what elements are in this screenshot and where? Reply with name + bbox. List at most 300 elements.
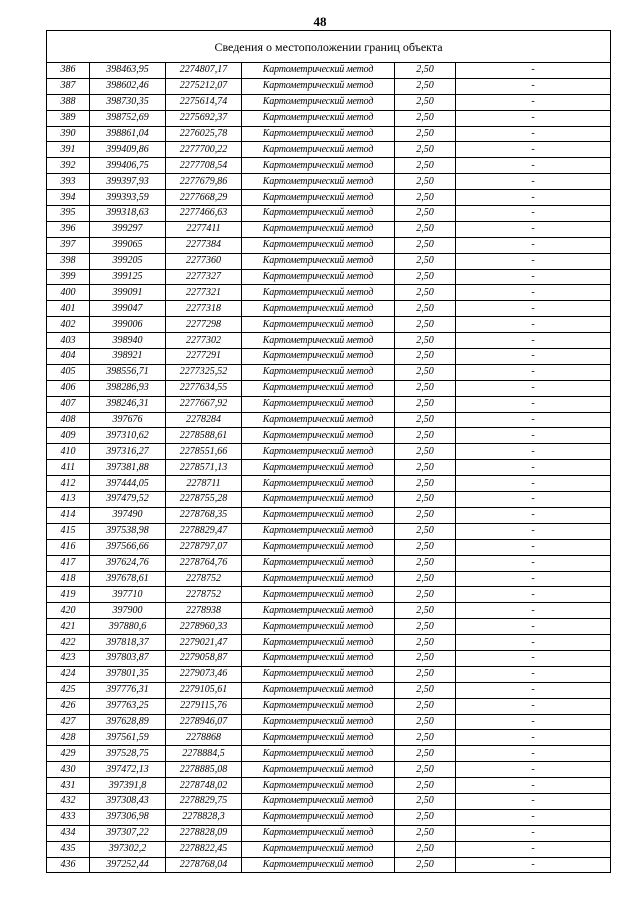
accuracy-cell: 2,50 [395,142,456,158]
point-number-cell: 409 [47,428,90,444]
point-number-cell: 417 [47,555,90,571]
table-row [47,190,611,206]
point-number-cell: 401 [47,301,90,317]
x-coordinate-cell: 397710 [90,587,166,603]
point-number-cell: 402 [47,317,90,333]
method-cell: Картометрический метод [242,571,395,587]
table-row [47,460,611,476]
method-cell: Картометрический метод [242,587,395,603]
description-cell: - [456,428,611,444]
x-coordinate-cell: 397678,61 [90,571,166,587]
method-cell: Картометрический метод [242,317,395,333]
description-cell: - [456,635,611,651]
accuracy-cell: 2,50 [395,94,456,110]
x-coordinate-cell: 398602,46 [90,78,166,94]
method-cell: Картометрический метод [242,492,395,508]
accuracy-cell: 2,50 [395,396,456,412]
table-row [47,555,611,571]
table-row [47,841,611,857]
y-coordinate-cell: 2277700,22 [166,142,242,158]
description-cell: - [456,555,611,571]
description-cell: - [456,78,611,94]
x-coordinate-cell: 398921 [90,349,166,365]
table-row [47,476,611,492]
x-coordinate-cell: 397803,87 [90,650,166,666]
table-row [47,714,611,730]
x-coordinate-cell: 397472,13 [90,762,166,778]
table-row [47,333,611,349]
description-cell: - [456,364,611,380]
y-coordinate-cell: 2278755,28 [166,492,242,508]
method-cell: Картометрический метод [242,364,395,380]
y-coordinate-cell: 2275692,37 [166,110,242,126]
y-coordinate-cell: 2275614,74 [166,94,242,110]
method-cell: Картометрический метод [242,63,395,79]
table-row [47,158,611,174]
x-coordinate-cell: 397818,37 [90,635,166,651]
x-coordinate-cell: 397308,43 [90,793,166,809]
point-number-cell: 423 [47,650,90,666]
accuracy-cell: 2,50 [395,666,456,682]
point-number-cell: 405 [47,364,90,380]
table-row [47,380,611,396]
accuracy-cell: 2,50 [395,428,456,444]
accuracy-cell: 2,50 [395,301,456,317]
method-cell: Картометрический метод [242,94,395,110]
y-coordinate-cell: 2277298 [166,317,242,333]
table-row [47,317,611,333]
accuracy-cell: 2,50 [395,63,456,79]
point-number-cell: 399 [47,269,90,285]
description-cell: - [456,857,611,873]
method-cell: Картометрический метод [242,333,395,349]
description-cell: - [456,650,611,666]
point-number-cell: 428 [47,730,90,746]
table-row [47,285,611,301]
accuracy-cell: 2,50 [395,126,456,142]
x-coordinate-cell: 397566,66 [90,539,166,555]
description-cell: - [456,142,611,158]
point-number-cell: 406 [47,380,90,396]
point-number-cell: 419 [47,587,90,603]
x-coordinate-cell: 397490 [90,507,166,523]
point-number-cell: 433 [47,809,90,825]
point-number-cell: 418 [47,571,90,587]
point-number-cell: 431 [47,778,90,794]
description-cell: - [456,396,611,412]
x-coordinate-cell: 397880,6 [90,619,166,635]
point-number-cell: 413 [47,492,90,508]
method-cell: Картометрический метод [242,221,395,237]
x-coordinate-cell: 397763,25 [90,698,166,714]
description-cell: - [456,666,611,682]
y-coordinate-cell: 2278829,47 [166,523,242,539]
method-cell: Картометрический метод [242,603,395,619]
x-coordinate-cell: 398556,71 [90,364,166,380]
y-coordinate-cell: 2278938 [166,603,242,619]
table-row [47,825,611,841]
x-coordinate-cell: 399318,63 [90,206,166,222]
accuracy-cell: 2,50 [395,253,456,269]
x-coordinate-cell: 397316,27 [90,444,166,460]
method-cell: Картометрический метод [242,460,395,476]
y-coordinate-cell: 2275212,07 [166,78,242,94]
y-coordinate-cell: 2279058,87 [166,650,242,666]
x-coordinate-cell: 399065 [90,237,166,253]
description-cell: - [456,444,611,460]
y-coordinate-cell: 2277679,86 [166,174,242,190]
x-coordinate-cell: 397444,05 [90,476,166,492]
accuracy-cell: 2,50 [395,650,456,666]
description-cell: - [456,174,611,190]
method-cell: Картометрический метод [242,428,395,444]
table-row [47,492,611,508]
x-coordinate-cell: 397676 [90,412,166,428]
y-coordinate-cell: 2278752 [166,587,242,603]
method-cell: Картометрический метод [242,349,395,365]
description-cell: - [456,317,611,333]
table-row [47,142,611,158]
method-cell: Картометрический метод [242,539,395,555]
x-coordinate-cell: 398246,31 [90,396,166,412]
table-title-row [47,31,611,63]
description-cell: - [456,190,611,206]
page-number: 48 [313,14,327,29]
y-coordinate-cell: 2278284 [166,412,242,428]
y-coordinate-cell: 2278828,09 [166,825,242,841]
y-coordinate-cell: 2278822,45 [166,841,242,857]
y-coordinate-cell: 2274807,17 [166,63,242,79]
x-coordinate-cell: 397381,88 [90,460,166,476]
table-row [47,237,611,253]
accuracy-cell: 2,50 [395,221,456,237]
x-coordinate-cell: 398940 [90,333,166,349]
accuracy-cell: 2,50 [395,460,456,476]
x-coordinate-cell: 397624,76 [90,555,166,571]
method-cell: Картометрический метод [242,841,395,857]
y-coordinate-cell: 2277321 [166,285,242,301]
accuracy-cell: 2,50 [395,635,456,651]
table-row [47,619,611,635]
point-number-cell: 424 [47,666,90,682]
x-coordinate-cell: 399393,59 [90,190,166,206]
point-number-cell: 421 [47,619,90,635]
method-cell: Картометрический метод [242,619,395,635]
y-coordinate-cell: 2276025,78 [166,126,242,142]
x-coordinate-cell: 397900 [90,603,166,619]
accuracy-cell: 2,50 [395,364,456,380]
y-coordinate-cell: 2277291 [166,349,242,365]
accuracy-cell: 2,50 [395,158,456,174]
method-cell: Картометрический метод [242,714,395,730]
table-row [47,523,611,539]
table-row [47,444,611,460]
x-coordinate-cell: 399047 [90,301,166,317]
table-row [47,857,611,873]
table-row [47,682,611,698]
table-row [47,793,611,809]
x-coordinate-cell: 397302,2 [90,841,166,857]
method-cell: Картометрический метод [242,762,395,778]
y-coordinate-cell: 2278868 [166,730,242,746]
point-number-cell: 400 [47,285,90,301]
point-number-cell: 391 [47,142,90,158]
method-cell: Картометрический метод [242,778,395,794]
description-cell: - [456,492,611,508]
table-row [47,253,611,269]
x-coordinate-cell: 399409,86 [90,142,166,158]
point-number-cell: 397 [47,237,90,253]
y-coordinate-cell: 2277327 [166,269,242,285]
y-coordinate-cell: 2277634,55 [166,380,242,396]
point-number-cell: 435 [47,841,90,857]
x-coordinate-cell: 397776,31 [90,682,166,698]
table-row [47,396,611,412]
y-coordinate-cell: 2277667,92 [166,396,242,412]
accuracy-cell: 2,50 [395,619,456,635]
accuracy-cell: 2,50 [395,237,456,253]
x-coordinate-cell: 397801,35 [90,666,166,682]
accuracy-cell: 2,50 [395,793,456,809]
method-cell: Картометрический метод [242,809,395,825]
description-cell: - [456,269,611,285]
description-cell: - [456,237,611,253]
y-coordinate-cell: 2278764,76 [166,555,242,571]
accuracy-cell: 2,50 [395,523,456,539]
point-number-cell: 427 [47,714,90,730]
method-cell: Картометрический метод [242,507,395,523]
table-row [47,221,611,237]
table-row [47,364,611,380]
point-number-cell: 394 [47,190,90,206]
x-coordinate-cell: 398463,95 [90,63,166,79]
point-number-cell: 426 [47,698,90,714]
method-cell: Картометрический метод [242,269,395,285]
description-cell: - [456,110,611,126]
method-cell: Картометрический метод [242,126,395,142]
x-coordinate-cell: 398752,69 [90,110,166,126]
table-row [47,650,611,666]
accuracy-cell: 2,50 [395,778,456,794]
method-cell: Картометрический метод [242,476,395,492]
table-row [47,301,611,317]
description-cell: - [456,698,611,714]
point-number-cell: 390 [47,126,90,142]
accuracy-cell: 2,50 [395,825,456,841]
description-cell: - [456,507,611,523]
y-coordinate-cell: 2278551,66 [166,444,242,460]
table-row [47,603,611,619]
x-coordinate-cell: 397252,44 [90,857,166,873]
y-coordinate-cell: 2277708,54 [166,158,242,174]
method-cell: Картометрический метод [242,666,395,682]
y-coordinate-cell: 2279105,61 [166,682,242,698]
description-cell: - [456,539,611,555]
point-number-cell: 387 [47,78,90,94]
point-number-cell: 430 [47,762,90,778]
method-cell: Картометрический метод [242,650,395,666]
accuracy-cell: 2,50 [395,174,456,190]
accuracy-cell: 2,50 [395,349,456,365]
y-coordinate-cell: 2278946,07 [166,714,242,730]
y-coordinate-cell: 2278752 [166,571,242,587]
y-coordinate-cell: 2277318 [166,301,242,317]
table-row [47,539,611,555]
y-coordinate-cell: 2278884,5 [166,746,242,762]
accuracy-cell: 2,50 [395,412,456,428]
description-cell: - [456,523,611,539]
table-row [47,269,611,285]
y-coordinate-cell: 2278960,33 [166,619,242,635]
y-coordinate-cell: 2277360 [166,253,242,269]
y-coordinate-cell: 2278588,61 [166,428,242,444]
accuracy-cell: 2,50 [395,317,456,333]
point-number-cell: 420 [47,603,90,619]
accuracy-cell: 2,50 [395,698,456,714]
accuracy-cell: 2,50 [395,110,456,126]
point-number-cell: 395 [47,206,90,222]
method-cell: Картометрический метод [242,78,395,94]
x-coordinate-cell: 397310,62 [90,428,166,444]
point-number-cell: 434 [47,825,90,841]
x-coordinate-cell: 399406,75 [90,158,166,174]
accuracy-cell: 2,50 [395,190,456,206]
description-cell: - [456,730,611,746]
y-coordinate-cell: 2278797,07 [166,539,242,555]
point-number-cell: 398 [47,253,90,269]
description-cell: - [456,380,611,396]
description-cell: - [456,301,611,317]
description-cell: - [456,778,611,794]
point-number-cell: 432 [47,793,90,809]
boundary-coordinates-table [46,30,611,873]
y-coordinate-cell: 2279115,76 [166,698,242,714]
y-coordinate-cell: 2278885,08 [166,762,242,778]
x-coordinate-cell: 397479,52 [90,492,166,508]
description-cell: - [456,587,611,603]
accuracy-cell: 2,50 [395,809,456,825]
table-row [47,412,611,428]
accuracy-cell: 2,50 [395,539,456,555]
y-coordinate-cell: 2279021,47 [166,635,242,651]
table-body [47,31,611,873]
x-coordinate-cell: 397306,98 [90,809,166,825]
table-row [47,698,611,714]
accuracy-cell: 2,50 [395,682,456,698]
accuracy-cell: 2,50 [395,857,456,873]
table-row [47,587,611,603]
method-cell: Картометрический метод [242,174,395,190]
y-coordinate-cell: 2278711 [166,476,242,492]
method-cell: Картометрический метод [242,301,395,317]
accuracy-cell: 2,50 [395,380,456,396]
accuracy-cell: 2,50 [395,603,456,619]
description-cell: - [456,682,611,698]
accuracy-cell: 2,50 [395,492,456,508]
method-cell: Картометрический метод [242,142,395,158]
x-coordinate-cell: 399125 [90,269,166,285]
accuracy-cell: 2,50 [395,285,456,301]
table-row [47,349,611,365]
y-coordinate-cell: 2277668,29 [166,190,242,206]
method-cell: Картометрический метод [242,857,395,873]
method-cell: Картометрический метод [242,523,395,539]
description-cell: - [456,619,611,635]
y-coordinate-cell: 2277384 [166,237,242,253]
accuracy-cell: 2,50 [395,587,456,603]
description-cell: - [456,221,611,237]
description-cell: - [456,253,611,269]
x-coordinate-cell: 397561,59 [90,730,166,746]
point-number-cell: 412 [47,476,90,492]
description-cell: - [456,762,611,778]
x-coordinate-cell: 397538,98 [90,523,166,539]
description-cell: - [456,841,611,857]
table-row [47,110,611,126]
description-cell: - [456,126,611,142]
y-coordinate-cell: 2277325,52 [166,364,242,380]
method-cell: Картометрический метод [242,825,395,841]
y-coordinate-cell: 2278768,35 [166,507,242,523]
y-coordinate-cell: 2277302 [166,333,242,349]
y-coordinate-cell: 2278571,13 [166,460,242,476]
point-number-cell: 388 [47,94,90,110]
description-cell: - [456,63,611,79]
description-cell: - [456,825,611,841]
point-number-cell: 403 [47,333,90,349]
method-cell: Картометрический метод [242,555,395,571]
description-cell: - [456,94,611,110]
description-cell: - [456,206,611,222]
accuracy-cell: 2,50 [395,571,456,587]
accuracy-cell: 2,50 [395,269,456,285]
point-number-cell: 414 [47,507,90,523]
method-cell: Картометрический метод [242,412,395,428]
table-row [47,428,611,444]
description-cell: - [456,333,611,349]
accuracy-cell: 2,50 [395,444,456,460]
method-cell: Картометрический метод [242,237,395,253]
method-cell: Картометрический метод [242,253,395,269]
description-cell: - [456,476,611,492]
table-row [47,746,611,762]
point-number-cell: 415 [47,523,90,539]
method-cell: Картометрический метод [242,158,395,174]
method-cell: Картометрический метод [242,444,395,460]
table-row [47,571,611,587]
x-coordinate-cell: 398861,04 [90,126,166,142]
x-coordinate-cell: 399397,93 [90,174,166,190]
table-row [47,809,611,825]
table-row [47,94,611,110]
x-coordinate-cell: 397307,22 [90,825,166,841]
description-cell: - [456,571,611,587]
accuracy-cell: 2,50 [395,730,456,746]
point-number-cell: 389 [47,110,90,126]
accuracy-cell: 2,50 [395,476,456,492]
accuracy-cell: 2,50 [395,762,456,778]
point-number-cell: 392 [47,158,90,174]
method-cell: Картометрический метод [242,110,395,126]
point-number-cell: 425 [47,682,90,698]
method-cell: Картометрический метод [242,190,395,206]
accuracy-cell: 2,50 [395,555,456,571]
table-row [47,730,611,746]
description-cell: - [456,460,611,476]
x-coordinate-cell: 399205 [90,253,166,269]
y-coordinate-cell: 2278828,3 [166,809,242,825]
description-cell: - [456,603,611,619]
